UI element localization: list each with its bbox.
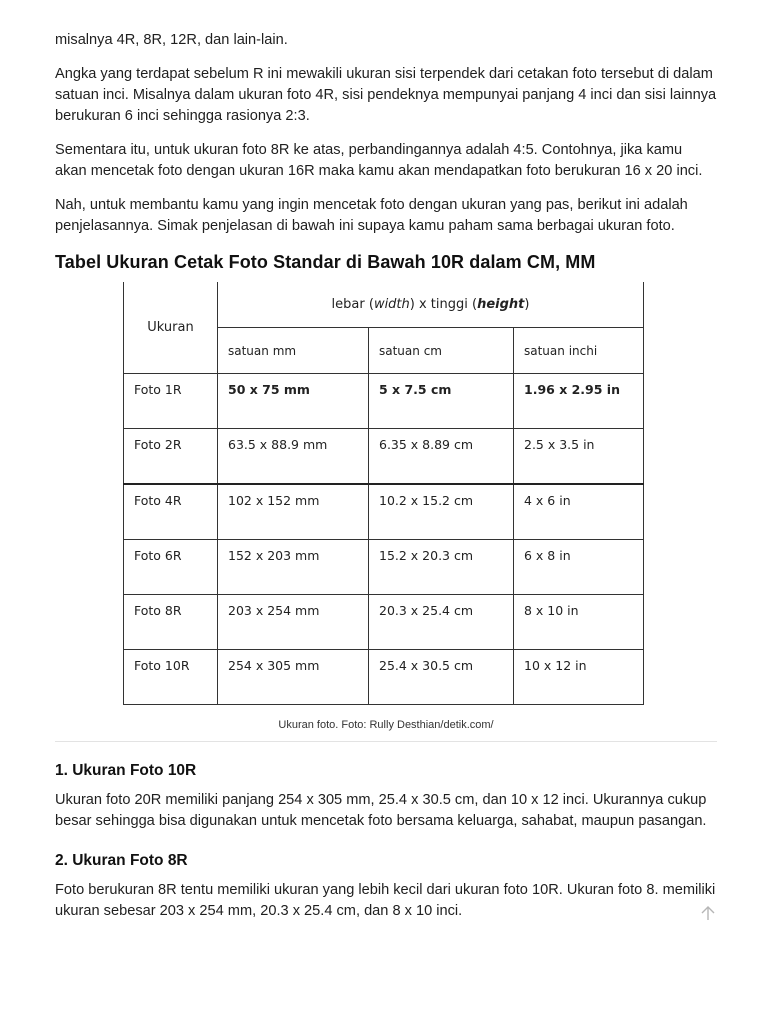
- header-suffix: ): [524, 297, 530, 312]
- table-cell: 5 x 7.5 cm: [369, 374, 514, 429]
- table-row: [124, 374, 644, 429]
- section-title: Tabel Ukuran Cetak Foto Standar di Bawah 10R dalam CM, MM: [55, 252, 596, 272]
- table-cell: Foto 6R: [124, 540, 218, 595]
- divider: [55, 741, 717, 742]
- table-cell: 10.2 x 15.2 cm: [369, 484, 514, 540]
- table-cell: 6 x 8 in: [514, 540, 644, 595]
- paragraph: Nah, untuk membantu kamu yang ingin mencetak foto dengan ukuran yang pas, berikut ini adalah penjelasannya. Simak penjelasan di bawah ini supaya kamu paham sama berbagai ukuran foto.: [55, 197, 688, 234]
- table-header-cm: satuan cm: [369, 328, 514, 374]
- table-cell: 8 x 10 in: [514, 595, 644, 650]
- table-cell: 4 x 6 in: [514, 484, 644, 540]
- table-cell: Foto 4R: [124, 484, 218, 540]
- table-header-dimensions: [218, 282, 644, 328]
- subsection-title: 2. Ukuran Foto 8R: [55, 852, 188, 869]
- table-row: [124, 595, 644, 650]
- scroll-to-top-button[interactable]: [700, 905, 716, 923]
- header-mid: ) x tinggi (: [409, 297, 478, 312]
- table-cell: Foto 2R: [124, 429, 218, 485]
- arrow-up-icon: [701, 905, 715, 921]
- article-body: [55, 30, 717, 935]
- table-row: [124, 484, 644, 540]
- table-cell: Foto 1R: [124, 374, 218, 429]
- table-cell: 20.3 x 25.4 cm: [369, 595, 514, 650]
- table-cell: Foto 8R: [124, 595, 218, 650]
- paragraph: misalnya 4R, 8R, 12R, dan lain-lain.: [55, 32, 288, 48]
- table-cell: 63.5 x 88.9 mm: [218, 429, 369, 485]
- table-cell: Foto 10R: [124, 650, 218, 705]
- table-cell: 152 x 203 mm: [218, 540, 369, 595]
- table-cell: 2.5 x 3.5 in: [514, 429, 644, 485]
- paragraph: Foto berukuran 8R tentu memiliki ukuran yang lebih kecil dari ukuran foto 10R. Ukuran foto 8. memiliki ukuran sebesar 203 x 254 mm, 20.3 x 25.4 cm, dan 8 x 10 inci.: [55, 882, 716, 919]
- table-cell: 50 x 75 mm: [218, 374, 369, 429]
- header-prefix: lebar (: [331, 297, 374, 312]
- table-row: [124, 650, 644, 705]
- table-cell: 15.2 x 20.3 cm: [369, 540, 514, 595]
- table-row: [124, 429, 644, 485]
- table-header-mm: satuan mm: [218, 328, 369, 374]
- table-header-inch: satuan inchi: [514, 328, 644, 374]
- table-row: [124, 540, 644, 595]
- subsection-title: 1. Ukuran Foto 10R: [55, 762, 197, 779]
- paragraph: Angka yang terdapat sebelum R ini mewakili ukuran sisi terpendek dari cetakan foto tersebut di dalam satuan inci. Misalnya dalam ukuran foto 4R, sisi pendeknya mempunyai panjang 4 inci dan sisi lainnya berukuran 6 inci sehingga rasionya 2:3.: [55, 66, 717, 124]
- table-cell: 102 x 152 mm: [218, 484, 369, 540]
- paragraph: Sementara itu, untuk ukuran foto 8R ke atas, perbandingannya adalah 4:5. Contohnya, jika kamu akan mencetak foto dengan ukuran 16R maka kamu akan mendapatkan foto berukuran 16 x 20 inci.: [55, 142, 703, 179]
- table-header-ukuran: Ukuran: [124, 282, 218, 374]
- photo-size-table: [123, 282, 644, 705]
- table-cell: 6.35 x 8.89 cm: [369, 429, 514, 485]
- photo-size-table-image: [123, 282, 643, 705]
- image-caption: Ukuran foto. Foto: Rully Desthian/detik.com/: [278, 719, 494, 731]
- header-width: width: [373, 297, 410, 312]
- table-cell: 25.4 x 30.5 cm: [369, 650, 514, 705]
- table-cell: 203 x 254 mm: [218, 595, 369, 650]
- header-height: height: [477, 297, 525, 312]
- table-cell: 1.96 x 2.95 in: [514, 374, 644, 429]
- table-cell: 10 x 12 in: [514, 650, 644, 705]
- paragraph: Ukuran foto 20R memiliki panjang 254 x 305 mm, 25.4 x 30.5 cm, dan 10 x 12 inci. Ukurannya cukup besar sehingga bisa digunakan untuk mencetak foto bersama keluarga, sahabat, maupun pasangan.: [55, 792, 707, 829]
- table-cell: 254 x 305 mm: [218, 650, 369, 705]
